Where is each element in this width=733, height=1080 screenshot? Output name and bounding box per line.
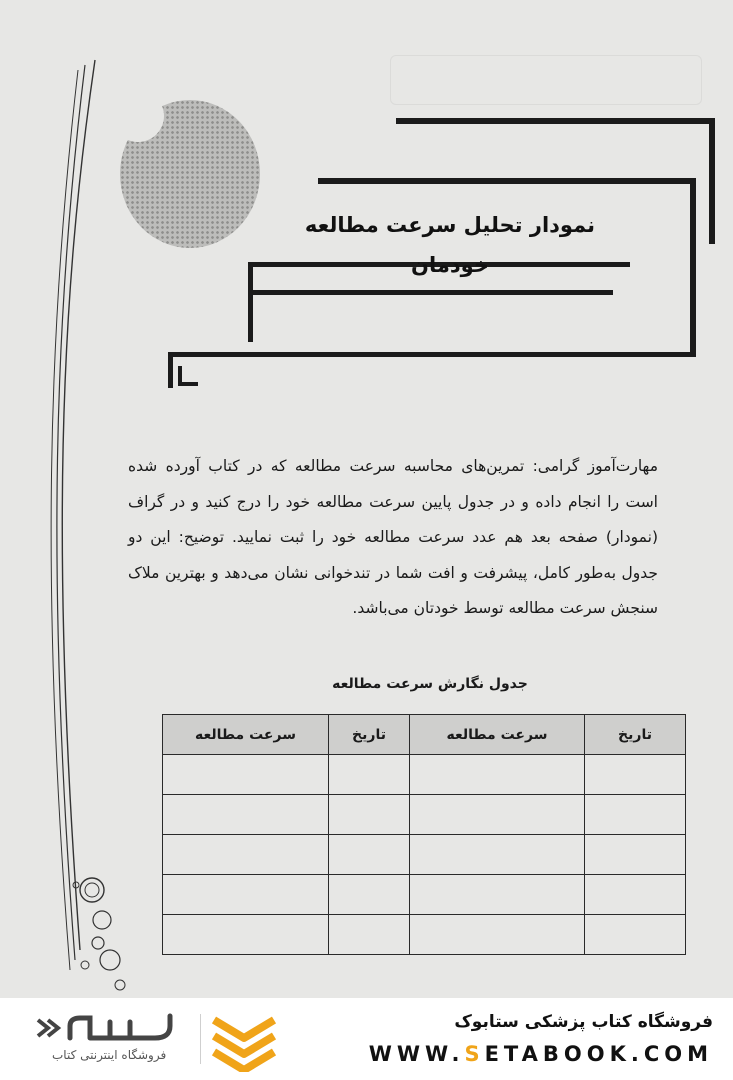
table-cell (585, 915, 686, 955)
reading-speed-table (162, 714, 686, 955)
table-cell (585, 875, 686, 915)
table-cell (410, 875, 585, 915)
table-cell (163, 835, 329, 875)
table-cell (585, 755, 686, 795)
decorative-swirl-lines (40, 50, 130, 998)
column-header-date-1: تاریخ (585, 715, 686, 755)
store-url-accent: S (464, 1042, 485, 1066)
setabook-logo-wordmark (30, 1008, 180, 1048)
setabook-chevron-logo-icon (208, 1010, 280, 1072)
table-header-row (163, 715, 686, 755)
table-cell (329, 875, 410, 915)
store-footer-banner (0, 998, 733, 1080)
store-url-rest: ETABOOK.COM (484, 1042, 713, 1066)
logo-tagline: فروشگاه اینترنتی کتاب (52, 1048, 167, 1062)
table-cell (585, 795, 686, 835)
column-header-speed-2: سرعت مطالعه (163, 715, 329, 755)
table-row (163, 755, 686, 795)
table-row (163, 875, 686, 915)
table-cell (329, 915, 410, 955)
table-cell (410, 795, 585, 835)
table-cell (410, 915, 585, 955)
column-header-speed-1: سرعت مطالعه (410, 715, 585, 755)
table-cell (410, 835, 585, 875)
intro-paragraph: مهارت‌آموز گرامی: تمرین‌های محاسبه سرعت مطالعه که در کتاب آورده شده است را انجام داده و در جدول پایین سرعت مطالعه خود را درج کنید و در گراف (نمودار) صفحه بعد هم عدد سرعت مطالعه خود را ثبت نمایید. توضیح: این دو جدول به‌طور کامل، پیشرفت و افت شما در تندخوانی نشان می‌دهد و بهترین ملاک سنجش سرعت مطالعه توسط خودتان می‌باشد. (128, 457, 658, 617)
table-cell (163, 915, 329, 955)
table-cell (163, 755, 329, 795)
table-cell (329, 795, 410, 835)
page-title: نمودار تحلیل سرعت مطالعه خودمان (265, 205, 635, 245)
table-cell (329, 755, 410, 795)
store-name: فروشگاه کتاب پزشکی ستابوک (454, 1012, 713, 1032)
table-row (163, 795, 686, 835)
table-cell (163, 875, 329, 915)
table-cell (410, 755, 585, 795)
table-cell (163, 795, 329, 835)
table-caption: جدول نگارش سرعت مطالعه (332, 676, 528, 692)
faint-bleed-through-box (390, 55, 702, 105)
table-row (163, 915, 686, 955)
table-cell (329, 835, 410, 875)
table-cell (585, 835, 686, 875)
store-url-prefix: WWW. (368, 1042, 465, 1066)
circle-cutout (112, 90, 164, 142)
logo-divider (200, 1014, 201, 1064)
table-row (163, 835, 686, 875)
column-header-date-2: تاریخ (329, 715, 410, 755)
store-url (369, 1042, 713, 1066)
